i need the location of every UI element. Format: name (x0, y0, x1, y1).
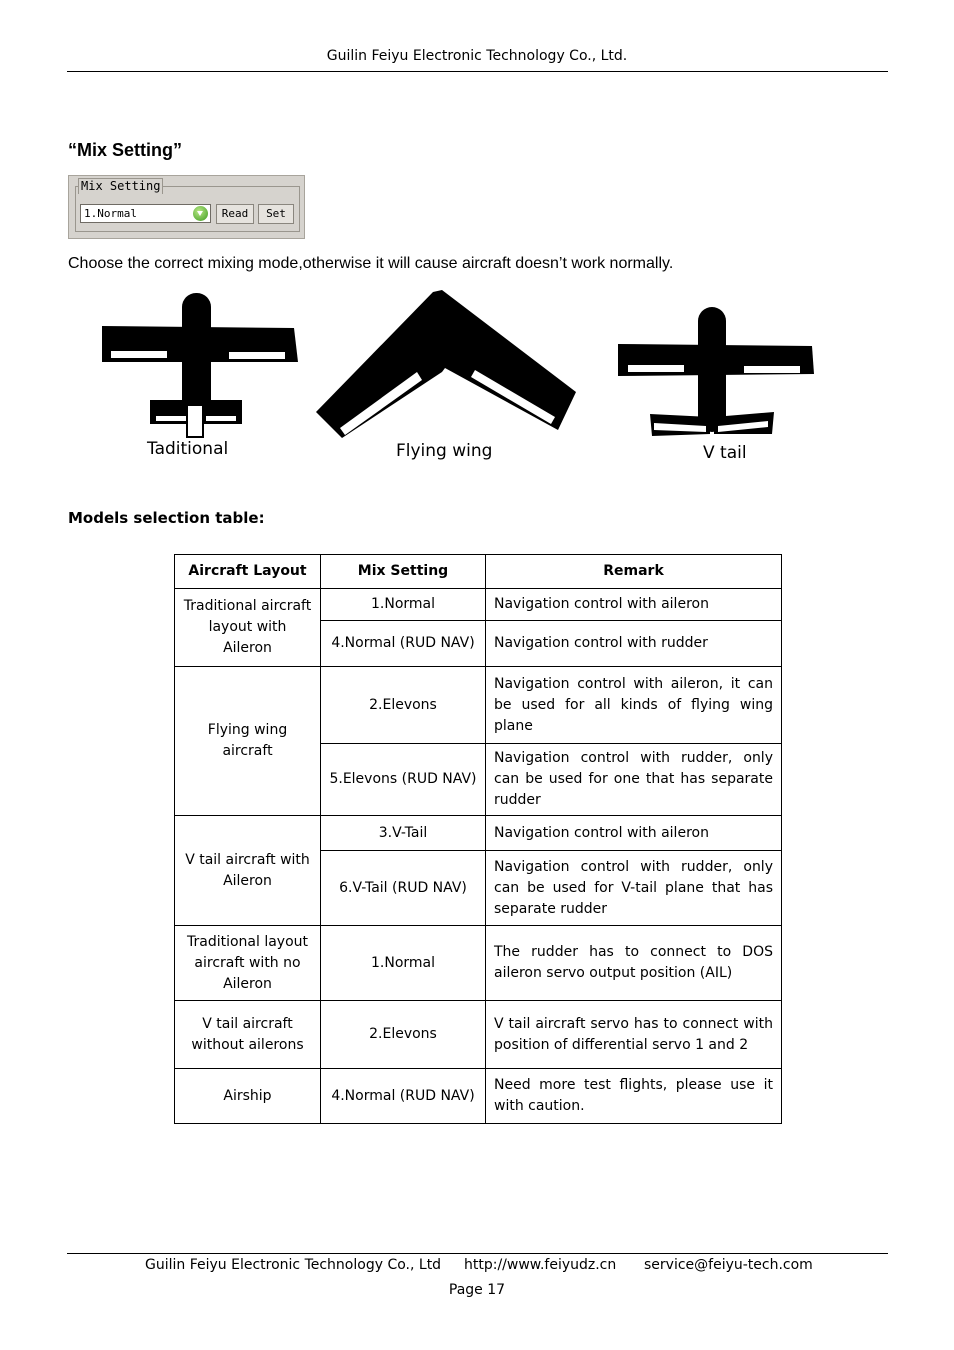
header-remark: Remark (486, 555, 782, 589)
dropdown-arrow-icon[interactable] (193, 206, 208, 221)
mix-mode-value: 1.Normal (84, 207, 137, 220)
footer-url[interactable]: http://www.feiyudz.cn (464, 1257, 617, 1273)
intro-text: Choose the correct mixing mode,otherwise it will cause aircraft doesn’t work normally. (68, 255, 674, 272)
layout-cell: Traditional layout aircraft with no Aileron (175, 926, 321, 1001)
flying-wing-caption: Flying wing (396, 441, 493, 461)
read-button[interactable]: Read (216, 204, 254, 224)
mix-mode-select[interactable] (80, 204, 211, 223)
mix-setting-panel (68, 175, 305, 239)
flying-wing-icon (312, 288, 578, 442)
remark-cell: V tail aircraft servo has to connect with position of differential servo 1 and 2 (486, 1001, 782, 1069)
traditional-aircraft-icon (98, 290, 302, 440)
mix-cell: 5.Elevons (RUD NAV) (321, 744, 486, 816)
table-row (175, 1069, 782, 1124)
layout-cell: V tail aircraft with Aileron (175, 816, 321, 926)
remark-cell: Navigation control with rudder (486, 621, 782, 667)
remark-cell: Navigation control with rudder, only can be used for V-tail plane that has separate rudder (486, 851, 782, 926)
table-row (175, 667, 782, 744)
footer-rule (67, 1253, 888, 1254)
footer-company: Guilin Feiyu Electronic Technology Co., Ltd (145, 1257, 442, 1273)
footer-email[interactable]: service@feiyu-tech.com (644, 1257, 813, 1273)
table-row (175, 926, 782, 1001)
mix-cell: 3.V-Tail (321, 816, 486, 851)
page-number: Page 17 (448, 1282, 506, 1298)
header-layout: Aircraft Layout (175, 555, 321, 589)
table-header-row (175, 555, 782, 589)
mix-cell: 2.Elevons (321, 1001, 486, 1069)
remark-cell: Navigation control with aileron (486, 816, 782, 851)
mix-cell: 1.Normal (321, 589, 486, 621)
mix-cell: 4.Normal (RUD NAV) (321, 621, 486, 667)
mix-cell: 1.Normal (321, 926, 486, 1001)
traditional-caption: Taditional (147, 439, 229, 459)
header-rule (67, 71, 888, 72)
layout-cell: V tail aircraft without ailerons (175, 1001, 321, 1069)
table-row (175, 589, 782, 621)
layout-cell: Flying wing aircraft (175, 667, 321, 816)
section-title: “Mix Setting” (68, 140, 183, 160)
table-row (175, 1001, 782, 1069)
remark-cell: The rudder has to connect to DOS aileron servo output position (AIL) (486, 926, 782, 1001)
v-tail-caption: V tail (703, 443, 747, 463)
remark-cell: Need more test flights, please use it with caution. (486, 1069, 782, 1124)
layout-cell: Airship (175, 1069, 321, 1124)
mix-cell: 6.V-Tail (RUD NAV) (321, 851, 486, 926)
layout-cell: Traditional aircraft layout with Aileron (175, 589, 321, 667)
mix-cell: 4.Normal (RUD NAV) (321, 1069, 486, 1124)
page-header: Guilin Feiyu Electronic Technology Co., Ltd. (326, 48, 628, 64)
v-tail-aircraft-icon (614, 304, 818, 442)
header-mix: Mix Setting (321, 555, 486, 589)
table-title: Models selection table: (68, 509, 265, 527)
remark-cell: Navigation control with aileron, it can be used for all kinds of flying wing plane (486, 667, 782, 744)
mix-setting-legend: Mix Setting (78, 178, 163, 194)
table-row (175, 816, 782, 851)
remark-cell: Navigation control with rudder, only can be used for one that has separate rudder (486, 744, 782, 816)
models-selection-table (174, 554, 782, 1124)
mix-cell: 2.Elevons (321, 667, 486, 744)
set-button[interactable]: Set (258, 204, 294, 224)
remark-cell: Navigation control with aileron (486, 589, 782, 621)
